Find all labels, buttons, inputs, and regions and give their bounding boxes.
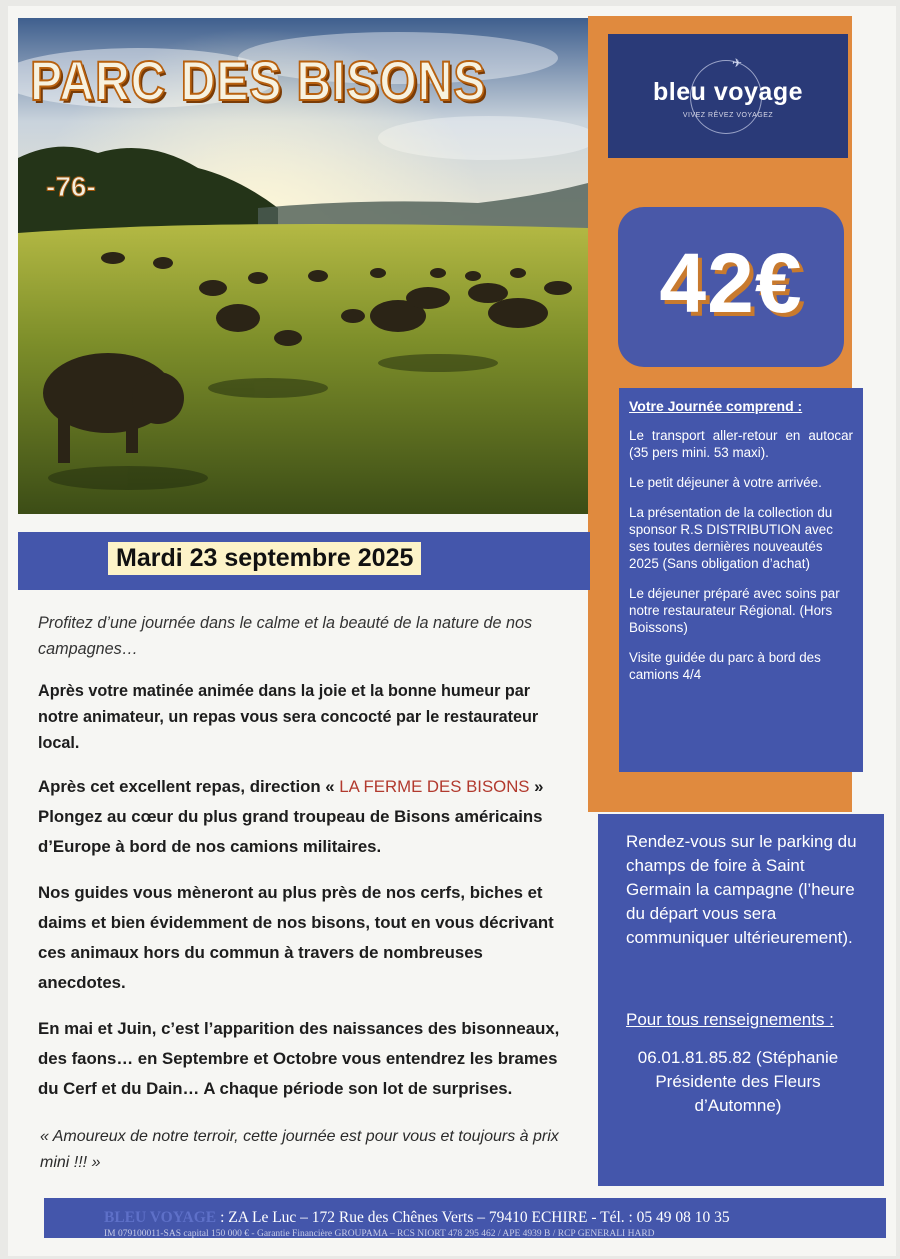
price: 42€ — [659, 236, 803, 330]
paragraph-guides: Nos guides vous mèneront au plus près de nos cerfs, biches et daims et bien évidemment de nos bisons, tout en vous décrivant ces animaux hors du commun à travers de nombreuses anecdotes. — [38, 883, 554, 992]
includes-box — [619, 388, 863, 772]
closing-quote: « Amoureux de notre terroir, cette journée est pour vous et toujours à prix mini !!! » — [40, 1128, 559, 1171]
ferme-name: LA FERME DES BISONS — [339, 777, 530, 796]
footer-legal: IM 079100011-SAS capital 150 000 € - Garantie Financière GROUPAMA – RCS NIORT 478 295 462 / APE 4939 B / RCP GENERALI HARD — [104, 1229, 655, 1238]
meeting-box — [598, 814, 884, 1186]
footer-brand: BLEU VOYAGE — [104, 1209, 217, 1226]
hero-photo — [18, 18, 588, 514]
meeting-text: Rendez-vous sur le parking du champs de foire à Saint Germain la campagne (l’heure du départ vous sera communiquer ultérieurement). — [626, 832, 857, 947]
includes-item: Visite guidée du parc à bord des camions 4/4 — [629, 650, 821, 682]
hero-title: PARC DES BISONS — [30, 49, 487, 112]
includes-item: Le transport aller-retour en autocar (35 pers mini. 53 maxi). — [629, 428, 853, 460]
paragraph-seasons: En mai et Juin, c’est l’apparition des naissances des bisonneaux, des faons… en Septembre et Octobre vous entendrez les brames du Cerf et du Dain… A chaque période son lot de surprises. — [38, 1019, 560, 1098]
logo-tagline: VIVEZ RÊVEZ VOYAGEZ — [682, 112, 774, 119]
department-number: -76- — [46, 171, 96, 202]
paragraph-morning: Après votre matinée animée dans la joie et la bonne humeur par notre animateur, un repas vous sera concocté par le restaurateur local. — [38, 682, 539, 752]
ferme-prefix: Après cet excellent repas, direction « — [38, 777, 340, 796]
price-badge — [618, 207, 844, 367]
includes-title: Votre Journée comprend : — [629, 398, 803, 414]
includes-item: Le petit déjeuner à votre arrivée. — [629, 475, 822, 490]
intro-text: Profitez d’une journée dans le calme et la beauté de la nature de nos campagnes… — [38, 614, 533, 658]
includes-item: La présentation de la collection du sponsor R.S DISTRIBUTION avec ses toutes dernières nouveautés 2025 (Sans obligation d’achat) — [629, 505, 833, 571]
footer — [44, 1198, 886, 1238]
footer-address: : ZA Le Luc – 172 Rue des Chênes Verts – 79410 ECHIRE - Tél. : 05 49 08 10 35 — [220, 1209, 730, 1226]
includes-item: Le déjeuner préparé avec soins par notre restaurateur Régional. (Hors Boissons) — [629, 586, 840, 635]
logo-name: bleu voyage — [653, 78, 803, 106]
footer-address-line — [104, 1209, 730, 1227]
description — [38, 610, 572, 1120]
date-bar — [18, 532, 590, 590]
info-title: Pour tous renseignements : — [626, 1010, 834, 1029]
ferme-suffix: » — [529, 777, 544, 796]
bleu-voyage-logo — [608, 34, 848, 158]
info-contact: 06.01.81.85.82 (Stéphanie Présidente des Fleurs d’Automne) — [637, 1048, 839, 1115]
paragraph-ferme — [38, 772, 572, 862]
ferme-rest: Plongez au cœur du plus grand troupeau de Bisons américains d’Europe à bord de nos camions militaires. — [38, 807, 543, 856]
event-date: Mardi 23 septembre 2025 — [108, 542, 421, 575]
plane-icon: ✈ — [732, 56, 743, 70]
